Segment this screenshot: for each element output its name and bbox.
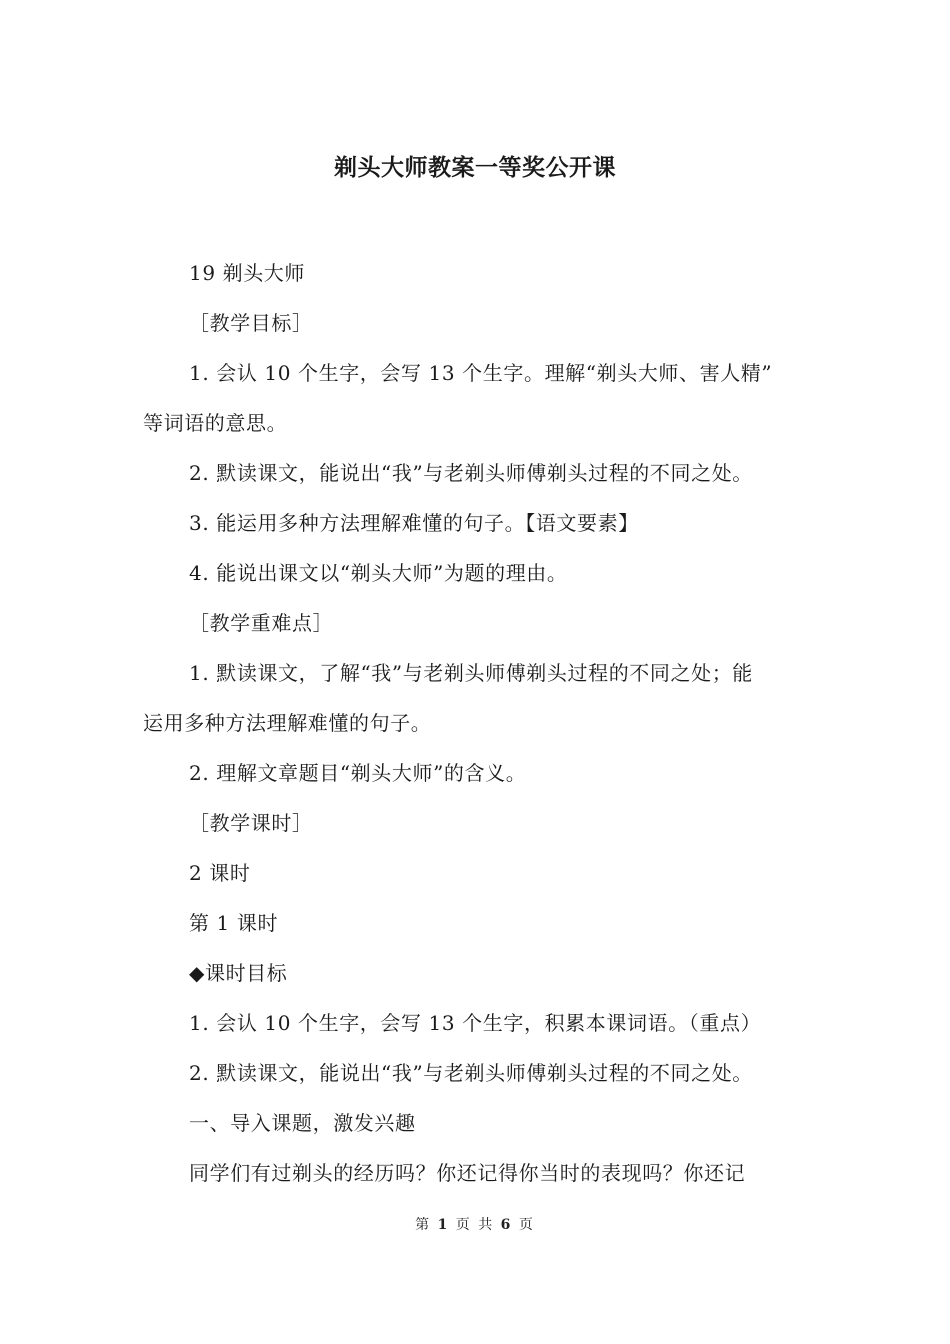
- paragraph-9: 1. 默读课文，了解“我”与老剃头师傅剃头过程的不同之处；能: [189, 661, 753, 685]
- paragraph-12: ［教学课时］: [189, 811, 313, 835]
- paragraph-5: 2. 默读课文，能说出“我”与老剃头师傅剃头过程的不同之处。: [189, 461, 753, 485]
- paragraph-11: 2. 理解文章题目“剃头大师”的含义。: [189, 761, 527, 785]
- footer-suffix: 页: [518, 1217, 535, 1233]
- paragraph-13: 2 课时: [189, 861, 251, 885]
- paragraph-7: 4. 能说出课文以“剃头大师”为题的理由。: [189, 561, 568, 585]
- footer-page-number: 1: [437, 1217, 450, 1233]
- paragraph-18: 一、导入课题，激发兴趣: [189, 1111, 416, 1135]
- footer-middle: 页 共: [455, 1217, 495, 1233]
- paragraph-14: 第 1 课时: [189, 911, 279, 935]
- paragraph-2: ［教学目标］: [189, 311, 313, 335]
- paragraph-10: 运用多种方法理解难懂的句子。: [143, 711, 432, 735]
- footer-prefix: 第: [415, 1217, 432, 1233]
- paragraph-15: ◆课时目标: [189, 961, 288, 985]
- paragraph-16: 1. 会认 10 个生字，会写 13 个生字，积累本课词语。（重点）: [189, 1011, 762, 1035]
- paragraph-17: 2. 默读课文，能说出“我”与老剃头师傅剃头过程的不同之处。: [189, 1061, 753, 1085]
- paragraph-3: 1. 会认 10 个生字，会写 13 个生字。理解“剃头大师、害人精”: [189, 361, 773, 385]
- page-footer: [0, 1215, 950, 1235]
- paragraph-6: 3. 能运用多种方法理解难懂的句子。【语文要素】: [189, 511, 639, 535]
- paragraph-8: ［教学重难点］: [189, 611, 334, 635]
- document-title: 剃头大师教案一等奖公开课: [334, 155, 616, 181]
- paragraph-1: 19 剃头大师: [189, 261, 306, 285]
- paragraph-4: 等词语的意思。: [143, 411, 288, 435]
- paragraph-19: 同学们有过剃头的经历吗？你还记得你当时的表现吗？你还记: [189, 1161, 746, 1185]
- footer-total-pages: 6: [500, 1217, 513, 1233]
- document-body: [143, 248, 819, 1198]
